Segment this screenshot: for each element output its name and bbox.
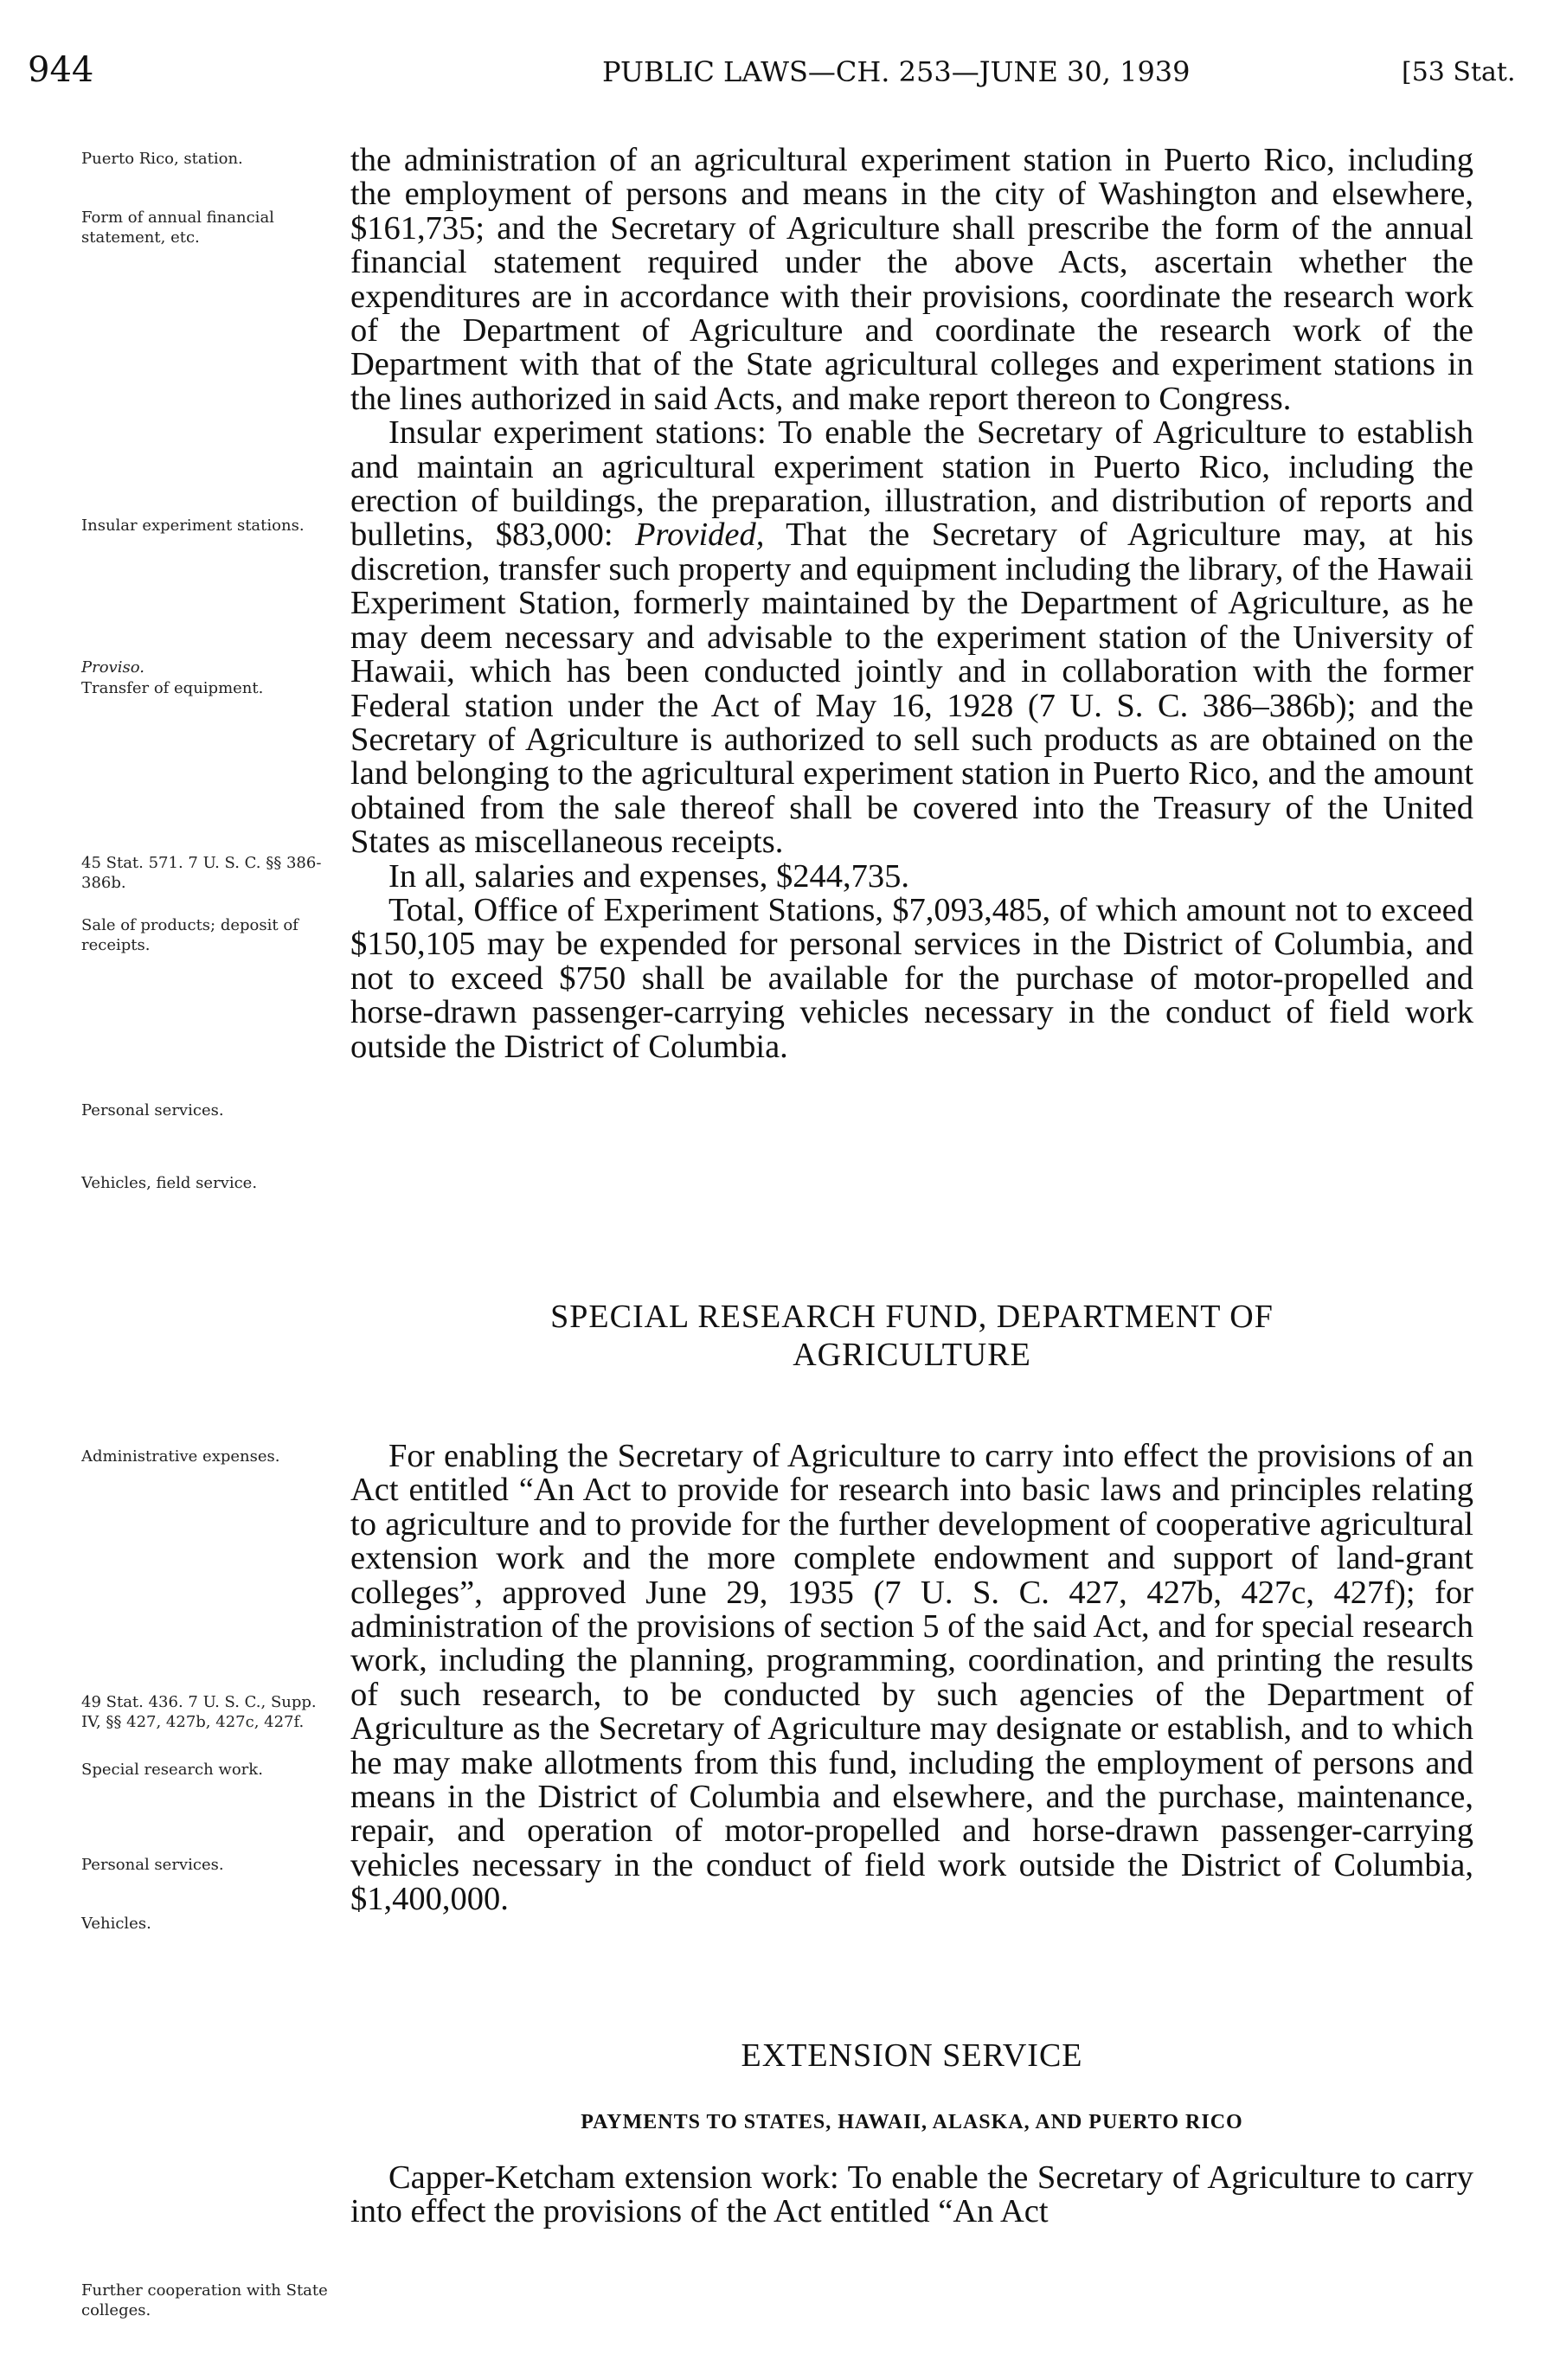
subheading: PAYMENTS TO STATES, HAWAII, ALASKA, AND PUERTO RICO bbox=[581, 2111, 1243, 2133]
paragraph: Capper-Ketcham extension work: To enable the Secretary of Agriculture to carry into effect the provisions of the Act entitled “An Act bbox=[350, 2159, 1473, 2230]
margin-note-proviso: Proviso. bbox=[81, 658, 144, 677]
margin-note: Personal services. bbox=[81, 1856, 224, 1874]
section-heading-line: SPECIAL RESEARCH FUND, DEPARTMENT OF bbox=[550, 1299, 1274, 1335]
page-header bbox=[0, 50, 1547, 102]
volume-reference: [53 Stat. bbox=[1402, 57, 1516, 87]
section-heading: EXTENSION SERVICE bbox=[741, 2037, 1083, 2074]
page-number: 944 bbox=[28, 50, 94, 90]
body-text-block bbox=[350, 1440, 1473, 1917]
paragraph: In all, salaries and expenses, $244,735. bbox=[388, 857, 909, 895]
paragraph: Total, Office of Experiment Stations, $7,093,485, of which amount not to exceed $150,105 may be expended for personal services in the District of Columbia, and not to exceed $750 shall be available for the purchase of motor-propelled and horse-drawn passenger-carrying vehicles necessary in the conduct of field work outside the District of Columbia. bbox=[350, 891, 1473, 1065]
margin-note: Vehicles, field service. bbox=[81, 1174, 258, 1192]
section-heading-line: AGRICULTURE bbox=[793, 1337, 1031, 1373]
paragraph: For enabling the Secretary of Agriculture to carry into effect the provisions of an Act entitled “An Act to provide for research into basic laws and principles relating to agriculture and to provide for the further development of cooperative agricultural extension work and the more complete endowment and support of land-grant colleges”, approved June 29, 1935 (7 U. S. C. 427, 427b, 427c, 427f); for administration of the provisions of section 5 of the said Act, and for special research work, including the planning, programming, coordination, and printing the results of such research, to be conducted by such agencies of the Department of Agriculture as the Secretary of Agriculture may designate or establish, and to which he may make allotments from this fund, including the employment of persons and means in the District of Columbia and elsewhere, and the purchase, maintenance, repair, and operation of motor-propelled and horse-drawn passenger-carrying vehicles necessary in the conduct of field work outside the District of Columbia, $1,400,000. bbox=[350, 1438, 1473, 1918]
margin-note: Transfer of equipment. bbox=[81, 679, 264, 697]
paragraph-text: Insular experiment stations: To enable the Secretary of Agriculture to establish and maintain an agricultural experiment station in Puerto Rico, including the erection of buildings, the preparation, illustration, and distribution of reports and bulletins, $83,000: bbox=[350, 414, 1473, 554]
margin-note: Administrative expenses. bbox=[81, 1447, 280, 1466]
margin-note: 45 Stat. 571. 7 U. S. C. §§ 386-386b. bbox=[81, 854, 322, 892]
margin-note: 49 Stat. 436. 7 U. S. C., Supp. IV, §§ 427, 427b, 427c, 427f. bbox=[81, 1693, 317, 1731]
body-text-block bbox=[350, 2161, 1473, 2229]
margin-note: Sale of products; deposit of receipts. bbox=[81, 916, 298, 954]
paragraph bbox=[350, 416, 1473, 859]
paragraph-text: That the Secretary of Agriculture may, at his discretion, transfer such property and equipment including the library, of the Hawaii Experiment Station, formerly maintained by the Department of Agriculture, as he may deem necessary and advisable to the experiment station of the University of Hawaii, which has been conducted jointly and in collaboration with the former Federal station under the Act of May 16, 1928 (7 U. S. C. 386–386b); and the Secretary of Agriculture is authorized to sell such products as are obtained on the land belonging to the agricultural experiment station in Puerto Rico, and the amount obtained from the sale thereof shall be covered into the Treasury of the United States as miscellaneous receipts. bbox=[350, 516, 1473, 861]
section-heading bbox=[350, 1298, 1473, 1374]
margin-note: Form of annual financial statement, etc. bbox=[81, 208, 274, 247]
margin-note: Puerto Rico, station. bbox=[81, 150, 243, 168]
margin-note: Insular experiment stations. bbox=[81, 516, 305, 535]
running-title: PUBLIC LAWS—CH. 253—JUNE 30, 1939 bbox=[602, 55, 1191, 88]
proviso-label: Provided, bbox=[635, 516, 765, 554]
margin-note: Vehicles. bbox=[81, 1915, 151, 1933]
margin-note: Further cooperation with State colleges. bbox=[81, 2281, 328, 2319]
margin-note: Special research work. bbox=[81, 1761, 263, 1779]
margin-note: Personal services. bbox=[81, 1101, 224, 1119]
paragraph: the administration of an agricultural experiment station in Puerto Rico, including the employment of persons and means in the city of Washington and elsewhere, $161,735; and the Secretary of Agriculture shall prescribe the form of the annual financial statement required under the above Acts, ascertain whether the expenditures are in accordance with their provisions, coordinate the research work of the Department of Agriculture and coordinate the research work of the Department with that of the State agricultural colleges and experiment stations in the lines authorized in said Acts, and make report thereon to Congress. bbox=[350, 142, 1473, 417]
body-text-block bbox=[350, 144, 1473, 1064]
